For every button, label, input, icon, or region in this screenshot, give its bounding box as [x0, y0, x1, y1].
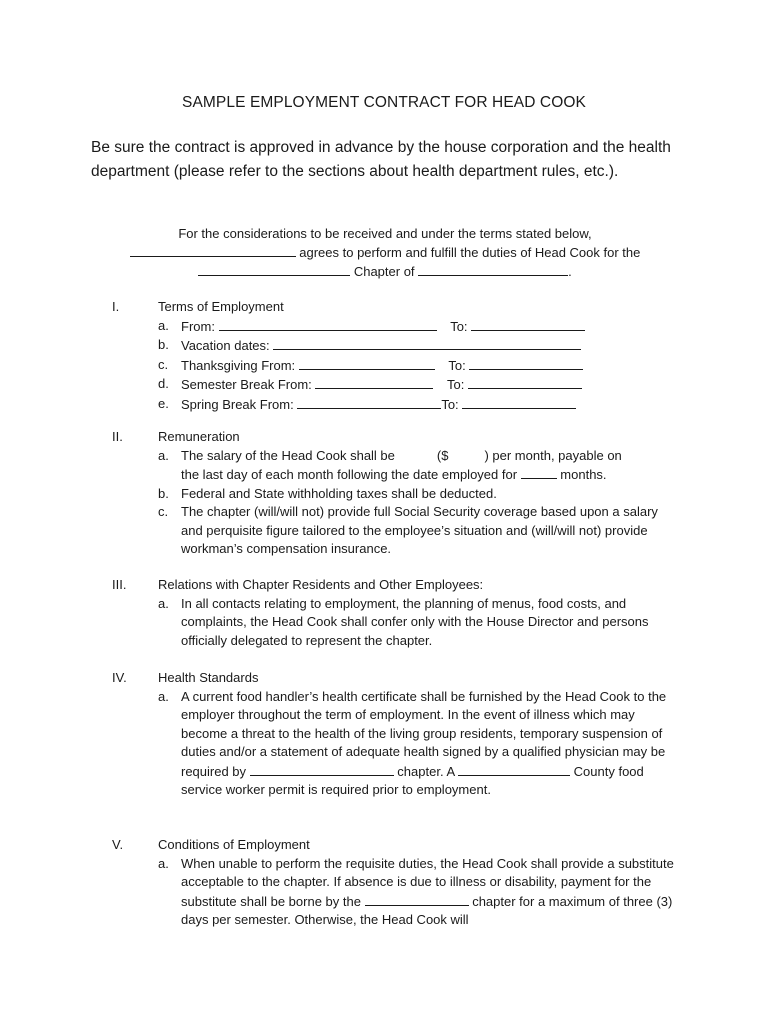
section-heading: Remuneration — [158, 429, 240, 444]
vacation-label: Vacation dates: — [181, 338, 270, 353]
section-number: V. — [112, 837, 124, 852]
list-item: a. The salary of the Head Cook shall be ($ ) per month, payable on the last day of each month following the date employed for months. — [158, 447, 622, 482]
substitute-chapter-field[interactable] — [365, 892, 469, 906]
semester-break-to-field[interactable] — [468, 375, 582, 389]
list-item: a. From: To: — [158, 317, 678, 337]
list-item: e. Spring Break From: To: — [158, 395, 678, 415]
consideration-line-3: Chapter of . — [100, 262, 670, 281]
section-number: I. — [112, 299, 120, 314]
spring-break-from-field[interactable] — [297, 395, 441, 409]
section-heading: Health Standards — [158, 670, 259, 685]
consideration-paragraph — [100, 224, 670, 281]
section-number: IV. — [112, 670, 127, 685]
list-item: d. Semester Break From: To: — [158, 375, 678, 395]
to-label: To: — [441, 396, 459, 412]
list-item: b. Federal and State withholding taxes shall be deducted. — [158, 485, 497, 501]
semester-break-from-field[interactable] — [315, 375, 433, 389]
semester-break-from-label: Semester Break From: — [181, 377, 312, 392]
section-heading: Relations with Chapter Residents and Other Employees: — [158, 577, 484, 592]
thanksgiving-from-field[interactable] — [299, 356, 435, 370]
document-title: SAMPLE EMPLOYMENT CONTRACT FOR HEAD COOK — [182, 94, 586, 111]
list-item: a. A current food handler’s health certificate shall be furnished by the Head Cook to the employer throughout the term of employment. In the event of illness which may become a threat to the health of the living group residents, temporary suspension of duties and/or a statement of adequate health signed by a qualified physician may be required by chapter. A County food service worker permit is required prior to employment. — [158, 688, 667, 797]
county-field[interactable] — [458, 762, 570, 776]
list-item: c. The chapter (will/will not) provide full Social Security coverage based upon a salary and perquisite figure tailored to the employee’s situation and (will/will not) provide workman’s compensation insurance. — [158, 504, 658, 556]
list-item: b. Vacation dates: — [158, 336, 678, 356]
months-field[interactable] — [521, 465, 557, 479]
chapter-name-field[interactable] — [198, 262, 350, 276]
to-label: To: — [447, 377, 465, 392]
list-item: c. Thanksgiving From: To: — [158, 356, 678, 376]
list-item: a. In all contacts relating to employment, the planning of menus, food costs, and complaints, the Head Cook shall confer only with the House Director and persons officially delegated to represent the chapter. — [158, 595, 649, 648]
vacation-dates-field[interactable] — [273, 336, 581, 350]
thanksgiving-from-label: Thanksgiving From: — [181, 357, 296, 373]
section-number: II. — [112, 429, 123, 444]
thanksgiving-to-field[interactable] — [469, 356, 583, 370]
chapter-location-field[interactable] — [418, 262, 568, 276]
intro-paragraph: Be sure the contract is approved in advance by the house corporation and the health department (please refer to the sections about health department rules, etc.). — [91, 139, 671, 180]
physician-chapter-field[interactable] — [250, 762, 394, 776]
consideration-line-2: agrees to perform and fulfill the duties of Head Cook for the — [100, 243, 670, 262]
section-heading: Conditions of Employment — [158, 837, 310, 852]
to-field[interactable] — [471, 317, 585, 331]
employee-name-field[interactable] — [130, 243, 296, 257]
section-heading: Terms of Employment — [158, 299, 284, 314]
from-field[interactable] — [219, 317, 437, 331]
from-label: From: — [181, 318, 215, 334]
consideration-line-1: For the considerations to be received and under the terms stated below, — [178, 226, 592, 241]
spring-break-from-label: Spring Break From: — [181, 396, 294, 412]
spring-break-to-field[interactable] — [462, 395, 576, 409]
section-number: III. — [112, 577, 127, 592]
to-label: To: — [450, 318, 468, 334]
to-label: To: — [448, 357, 466, 373]
list-item: a. When unable to perform the requisite duties, the Head Cook shall provide a substitute acceptable to the chapter. If absence is due to illness or disability, payment for the substitute shall be borne by the chapter for a maximum of three (3) days per semester. Otherwise, the Head Cook will — [158, 855, 674, 927]
